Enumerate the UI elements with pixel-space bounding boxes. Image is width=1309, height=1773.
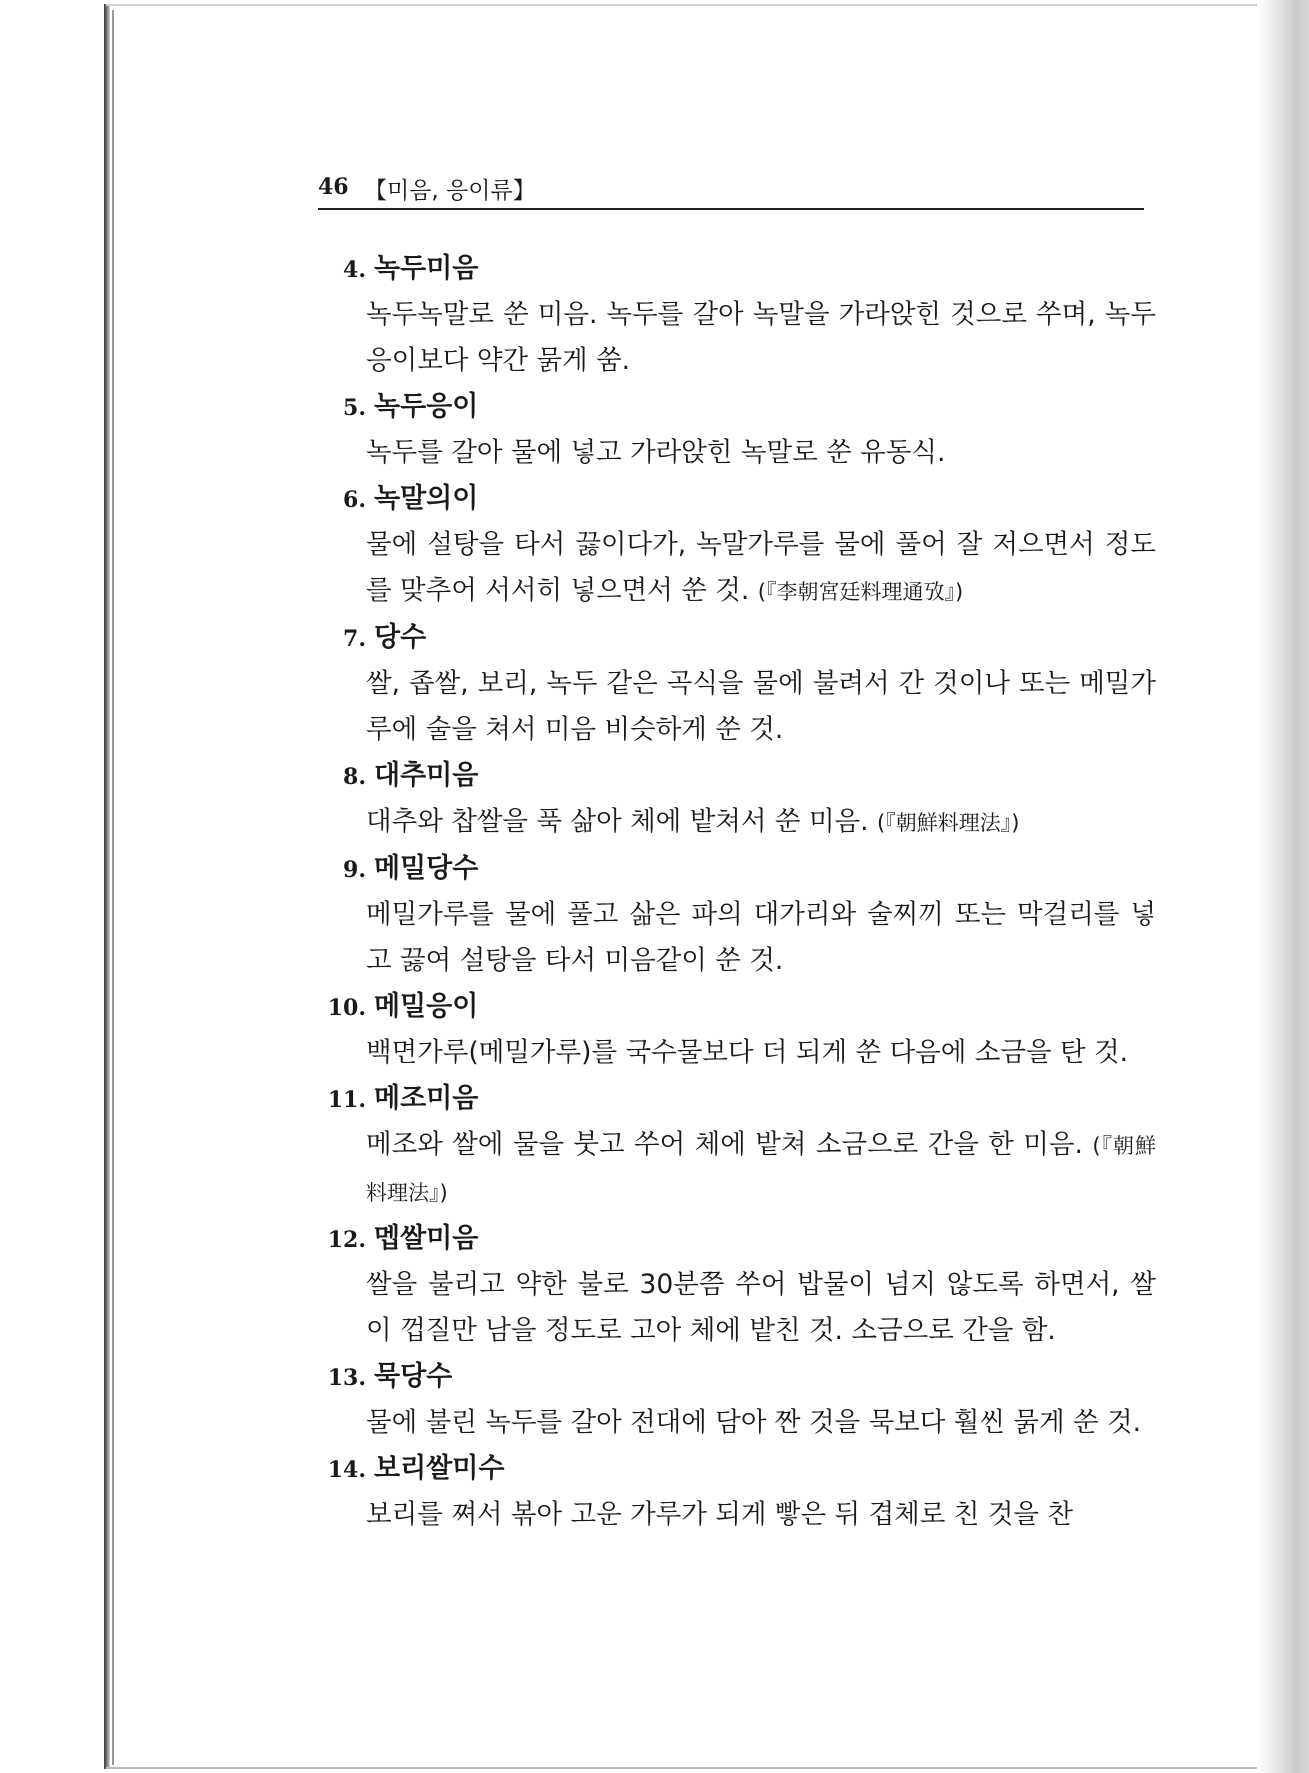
entry-definition — [366, 1122, 1156, 1216]
entry-definition-text: 쌀을 불리고 약한 불로 30분쯤 쑤어 밥물이 넘지 않도록 하면서, 쌀이 껍질만 남을 정도로 고아 체에 밭친 것. 소금으로 간을 함. — [366, 1269, 1156, 1346]
entry-number: 13. — [327, 1365, 366, 1391]
entry-definition-text: 메밀가루를 물에 풀고 삶은 파의 대가리와 술찌끼 또는 막걸리를 넣고 끓여 설탕을 타서 미음같이 쑨 것. — [366, 899, 1156, 976]
entry-definition — [366, 661, 1156, 753]
glossary-entry — [318, 384, 1158, 476]
entry-source: (『朝鮮料理法』) — [366, 1134, 1156, 1205]
entry-heading — [318, 753, 1158, 799]
glossary-entry — [318, 1446, 1158, 1538]
entry-definition-text: 쌀, 좁쌀, 보리, 녹두 같은 곡식을 물에 불려서 간 것이나 또는 메밀가루에 술을 쳐서 미음 비슷하게 쑨 것. — [366, 668, 1156, 745]
glossary-entry — [318, 753, 1158, 846]
entry-definition-text: 녹두를 갈아 물에 넣고 가라앉힌 녹말로 쑨 유동식. — [366, 437, 946, 468]
entry-heading — [318, 476, 1158, 522]
entry-title: 녹두미음 — [374, 253, 479, 284]
glossary-entry — [318, 1354, 1158, 1446]
glossary-entry — [318, 246, 1158, 384]
entry-title: 녹말의이 — [374, 483, 479, 514]
entry-title: 메밀응이 — [374, 991, 479, 1022]
glossary-entry — [318, 615, 1158, 753]
entry-definition — [366, 522, 1156, 615]
entry-number: 12. — [327, 1227, 366, 1253]
glossary-entry — [318, 1216, 1158, 1354]
entry-number: 4. — [343, 257, 366, 283]
entry-title: 멥쌀미음 — [374, 1223, 479, 1254]
entry-number: 10. — [327, 995, 366, 1021]
entry-heading — [318, 615, 1158, 661]
entry-heading — [318, 1216, 1158, 1262]
entry-heading — [318, 384, 1158, 430]
entry-number: 5. — [343, 395, 366, 421]
entry-definition — [366, 1262, 1156, 1354]
entry-heading — [318, 1076, 1158, 1122]
entry-number: 14. — [327, 1457, 366, 1483]
entry-title: 메밀당수 — [374, 853, 479, 884]
entry-source: (『朝鮮料理法』) — [877, 811, 1020, 835]
entry-heading — [318, 246, 1158, 292]
entry-definition — [366, 430, 1156, 476]
entry-number: 7. — [343, 626, 366, 652]
book-spine-edge — [104, 4, 110, 1769]
entry-definition-text: 보리를 쪄서 볶아 고운 가루가 되게 빻은 뒤 겹체로 친 것을 찬 — [366, 1499, 1074, 1530]
entry-heading — [318, 846, 1158, 892]
entry-heading — [318, 1354, 1158, 1400]
entry-number: 6. — [343, 487, 366, 513]
entry-list — [318, 246, 1158, 1538]
entry-definition-text: 대추와 찹쌀을 푹 삶아 체에 밭쳐서 쑨 미음. — [366, 806, 869, 837]
glossary-entry — [318, 984, 1158, 1076]
entry-definition — [366, 799, 1156, 846]
page-number: 46 — [318, 174, 349, 200]
glossary-entry — [318, 846, 1158, 984]
entry-number: 9. — [343, 857, 366, 883]
entry-title: 묵당수 — [374, 1361, 453, 1392]
entry-definition-text: 메조와 쌀에 물을 붓고 쑤어 체에 밭쳐 소금으로 간을 한 미음. — [366, 1129, 1083, 1160]
entry-definition-text: 물에 설탕을 타서 끓이다가, 녹말가루를 물에 풀어 잘 저으면서 정도를 맞추어 서서히 넣으면서 쑨 것. — [366, 529, 1156, 606]
entry-title: 당수 — [374, 622, 427, 653]
entry-definition — [366, 1030, 1156, 1076]
entry-definition — [366, 1492, 1156, 1538]
entry-definition-text: 녹두녹말로 쑨 미음. 녹두를 갈아 녹말을 가라앉힌 것으로 쑤며, 녹두응이보다 약간 묽게 쑴. — [366, 299, 1156, 376]
entry-number: 8. — [343, 764, 366, 790]
entry-heading — [318, 1446, 1158, 1492]
page-bottom-edge — [106, 1767, 1306, 1769]
book-spine-line — [112, 10, 114, 1765]
running-head: 【미음, 응이류】 — [364, 178, 536, 204]
entry-definition — [366, 892, 1156, 984]
glossary-entry — [318, 476, 1158, 615]
entry-title: 메조미음 — [374, 1083, 479, 1114]
entry-definition — [366, 292, 1156, 384]
entry-source: (『李朝宮廷料理通攷』) — [757, 580, 964, 604]
entry-heading — [318, 984, 1158, 1030]
entry-title: 보리쌀미수 — [374, 1453, 505, 1484]
entry-definition-text: 백면가루(메밀가루)를 국수물보다 더 되게 쑨 다음에 소금을 탄 것. — [366, 1037, 1129, 1068]
entry-title: 대추미음 — [374, 760, 479, 791]
page-right-shadow — [1257, 0, 1309, 1773]
page-header — [318, 172, 1144, 210]
glossary-entry — [318, 1076, 1158, 1216]
entry-title: 녹두응이 — [374, 391, 479, 422]
page-top-edge — [106, 4, 1286, 6]
entry-definition — [366, 1400, 1156, 1446]
entry-number: 11. — [327, 1087, 366, 1113]
entry-definition-text: 물에 불린 녹두를 갈아 전대에 담아 짠 것을 묵보다 훨씬 묽게 쑨 것. — [366, 1407, 1142, 1438]
